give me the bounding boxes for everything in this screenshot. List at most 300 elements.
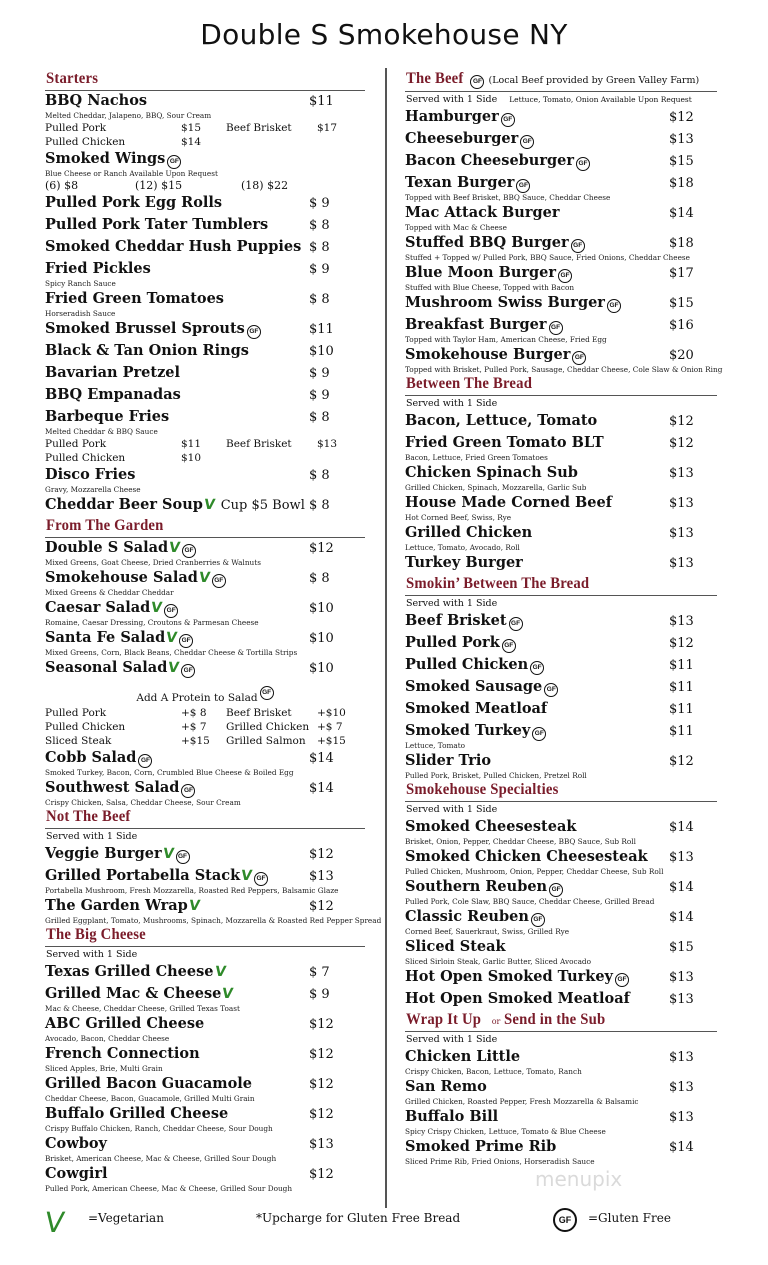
served-label: Served with 1 Side xyxy=(406,1034,498,1045)
menu-item-price: $12 xyxy=(309,899,334,914)
section-title-connector: or xyxy=(491,1017,501,1026)
served-label: Served with 1 Side xyxy=(406,398,498,409)
menu-item-price: $18 xyxy=(669,236,694,251)
gluten-free-icon: GF xyxy=(558,269,572,283)
menu-item xyxy=(405,554,717,575)
option-cell xyxy=(226,135,317,149)
menu-item-description: Melted Cheddar & BBQ Sauce xyxy=(45,427,158,436)
menu-item-row xyxy=(405,434,717,455)
gluten-free-icon: GF xyxy=(501,113,515,127)
menu-item-row xyxy=(45,342,365,363)
menu-item-name: Smoked Cheesesteak xyxy=(405,818,577,835)
menu-item xyxy=(405,990,717,1011)
menu-item xyxy=(45,569,365,598)
menu-item-name: Barbeque Fries xyxy=(45,408,170,425)
gluten-free-icon: GF xyxy=(549,883,563,897)
menu-item-row xyxy=(405,1078,717,1099)
menu-item-row xyxy=(405,108,717,129)
menu-item-name: Pulled Pork Egg Rolls xyxy=(45,194,223,211)
menu-item-name: Smoked Sausage xyxy=(405,678,543,695)
watermark: menupix xyxy=(535,1167,623,1191)
option-cell: +$10 xyxy=(317,707,346,719)
menu-item-row xyxy=(405,346,717,367)
gluten-free-icon: GF xyxy=(470,75,484,89)
menu-item-price: $12 xyxy=(669,110,694,125)
menu-item-row xyxy=(45,1075,365,1096)
vegetarian-icon: V xyxy=(197,570,211,586)
menu-item-row xyxy=(405,264,717,285)
menu-item-description: Pulled Chicken, Mushroom, Onion, Pepper, Cheddar Cheese, Sub Roll xyxy=(405,867,664,876)
option-cell: Pulled Pork xyxy=(45,122,107,134)
menu-section xyxy=(45,517,365,808)
option-cell: +$15 xyxy=(317,735,346,747)
menu-item-name: Disco Fries xyxy=(45,466,136,483)
option-cell: Pulled Pork xyxy=(45,438,107,450)
menu-item-row xyxy=(45,845,365,866)
protein-option-row xyxy=(45,706,365,720)
menu-item-description: Blue Cheese or Ranch Available Upon Request xyxy=(45,169,218,178)
menu-item xyxy=(45,629,365,658)
add-protein-label: Add A Protein to Salad xyxy=(136,692,258,704)
menu-item-row xyxy=(45,963,365,984)
option-cell: $11 xyxy=(181,438,202,450)
menu-item xyxy=(45,897,382,926)
menu-item-name: Slider Trio xyxy=(405,752,492,769)
menu-item-price: $12 xyxy=(669,636,694,651)
menu-item xyxy=(45,408,365,465)
menu-item xyxy=(45,290,365,319)
menu-item-price: $12 xyxy=(309,847,334,862)
menu-item xyxy=(405,656,717,677)
menu-item-name: Hot Open Smoked Meatloaf xyxy=(405,990,630,1007)
menu-item xyxy=(405,848,717,877)
menu-item xyxy=(405,612,717,633)
served-label: Served with 1 Side xyxy=(406,94,498,105)
menu-item xyxy=(405,938,717,967)
menu-item-description: Bacon, Lettuce, Fried Green Tomatoes xyxy=(405,453,548,462)
option-cell: Beef Brisket xyxy=(226,438,292,450)
menu-item-price: $15 xyxy=(669,154,694,169)
menu-item xyxy=(45,1105,365,1134)
menu-item-name: Fried Green Tomatoes xyxy=(45,290,224,307)
gluten-free-icon: GF xyxy=(520,135,534,149)
menu-item-price: $ 9 xyxy=(309,262,330,277)
menu-item-description: Pulled Pork, Brisket, Pulled Chicken, Pretzel Roll xyxy=(405,771,587,780)
menu-item-description: Lettuce, Tomato, Avocado, Roll xyxy=(405,543,520,552)
wing-size-prices xyxy=(45,179,365,193)
menu-item xyxy=(45,386,365,407)
menu-item-row xyxy=(405,722,717,743)
menu-item-description: Gravy, Mozzarella Cheese xyxy=(45,485,141,494)
menu-item xyxy=(405,130,717,151)
menu-item-row xyxy=(405,634,717,655)
menu-item-name: French Connection xyxy=(45,1045,200,1062)
menu-item-price: $ 8 xyxy=(309,292,330,307)
menu-item-row xyxy=(45,897,365,918)
section-title: The Big Cheese xyxy=(46,926,146,943)
menu-item-name: Beef Brisket xyxy=(405,612,507,629)
right-column xyxy=(405,70,723,1167)
section-header xyxy=(405,781,717,802)
served-with-side xyxy=(405,1033,717,1047)
menu-item xyxy=(45,260,365,289)
section-title: Wrap It Up xyxy=(406,1011,482,1028)
menu-item xyxy=(45,867,365,896)
section-title: Starters xyxy=(46,70,99,87)
menu-item-name: Bavarian Pretzel xyxy=(45,364,181,381)
menu-item-price: $20 xyxy=(669,348,694,363)
gluten-free-icon: GF xyxy=(509,617,523,631)
menu-item-row xyxy=(405,848,717,869)
menu-item-price: $12 xyxy=(669,754,694,769)
gluten-free-legend: =Gluten Free xyxy=(588,1211,671,1225)
menu-item-name: Bacon, Lettuce, Tomato xyxy=(405,412,598,429)
vegetarian-legend: =Vegetarian xyxy=(88,1211,164,1225)
section-header xyxy=(405,1011,717,1032)
menu-item-description: Romaine, Caesar Dressing, Croutons & Parmesan Cheese xyxy=(45,618,259,627)
section-header xyxy=(405,375,717,396)
option-cell: Sliced Steak xyxy=(45,735,112,747)
section-note: (Local Beef provided by Green Valley Farm) xyxy=(488,75,700,86)
section-title: Smokin’ Between The Bread xyxy=(406,575,590,592)
option-cell: Grilled Salmon xyxy=(226,735,306,747)
menu-item-row xyxy=(405,968,717,989)
menu-item-name: Grilled Portabella Stack xyxy=(45,867,241,884)
gluten-free-icon: GF xyxy=(549,321,563,335)
gluten-free-icon: GF xyxy=(531,913,545,927)
section-title: Not The Beef xyxy=(46,808,131,825)
menu-item-name: Sliced Steak xyxy=(405,938,506,955)
menu-item-price: $15 xyxy=(669,940,694,955)
menu-item-row xyxy=(45,290,365,311)
menu-item-row xyxy=(45,1165,365,1186)
menu-item-description: Mac & Cheese, Cheddar Cheese, Grilled Texas Toast xyxy=(45,1004,240,1013)
served-label: Served with 1 Side xyxy=(46,949,138,960)
menu-item-price: $13 xyxy=(309,869,334,884)
menu-item xyxy=(405,464,717,493)
menu-item-description: Portabella Mushroom, Fresh Mozzarella, Roasted Red Peppers, Balsamic Glaze xyxy=(45,886,339,895)
menu-item-description: Corned Beef, Sauerkraut, Swiss, Grilled Rye xyxy=(405,927,570,936)
menu-item-description: Crispy Chicken, Salsa, Cheddar Cheese, Sour Cream xyxy=(45,798,241,807)
menu-item-description: Topped with Taylor Ham, American Cheese, Fried Egg xyxy=(405,335,607,344)
served-with-side xyxy=(45,948,365,962)
menu-item-description: Cheddar Cheese, Bacon, Guacamole, Grilled Multi Grain xyxy=(45,1094,255,1103)
menu-item-row xyxy=(405,294,717,315)
menu-item-row xyxy=(405,818,717,839)
gluten-free-icon: GF xyxy=(516,179,530,193)
menu-item-name: Pulled Chicken xyxy=(405,656,529,673)
menu-item xyxy=(45,749,365,778)
menu-item-row xyxy=(405,612,717,633)
menu-item-option-row xyxy=(45,121,365,135)
gluten-free-icon: GF xyxy=(530,661,544,675)
menu-item-name: House Made Corned Beef xyxy=(405,494,612,511)
menu-item-price: $ 9 xyxy=(309,196,330,211)
menu-item-option-row xyxy=(45,437,365,451)
menu-item xyxy=(405,494,717,523)
menu-item-description: Sliced Apples, Brie, Multi Grain xyxy=(45,1064,163,1073)
menu-item-description: Smoked Turkey, Bacon, Corn, Crumbled Blue Cheese & Boiled Egg xyxy=(45,768,294,777)
served-label: Served with 1 Side xyxy=(46,831,138,842)
menu-item xyxy=(405,234,717,263)
menu-item-price: $12 xyxy=(309,1107,334,1122)
menu-item-row xyxy=(405,234,717,255)
menu-item-price: $11 xyxy=(669,724,694,739)
menu-section xyxy=(405,375,717,575)
menu-item-price: $13 xyxy=(669,526,694,541)
option-cell: +$15 xyxy=(181,735,210,747)
menu-item-row xyxy=(45,216,365,237)
menu-item-price: $10 xyxy=(309,344,334,359)
menu-item-price: $13 xyxy=(669,1080,694,1095)
option-cell: Pulled Chicken xyxy=(45,452,126,464)
section-header xyxy=(45,517,365,538)
gluten-free-icon: GF xyxy=(182,544,196,558)
menu-item-price: $13 xyxy=(669,970,694,985)
menu-item-price: $16 xyxy=(669,318,694,333)
menu-item-row xyxy=(45,749,365,770)
section-title: The Beef xyxy=(406,70,464,87)
gluten-free-icon: GF xyxy=(247,325,261,339)
menu-item-description: Spicy Crispy Chicken, Lettuce, Tomato & Blue Cheese xyxy=(405,1127,606,1136)
menu-item-description: Crispy Chicken, Bacon, Lettuce, Tomato, Ranch xyxy=(405,1067,582,1076)
menu-item-row xyxy=(405,678,717,699)
menu-item-row xyxy=(405,174,717,195)
section-header xyxy=(405,575,717,596)
menu-item-description: Lettuce, Tomato xyxy=(405,741,466,750)
menu-item xyxy=(405,968,717,989)
menu-item-price: $11 xyxy=(309,322,334,337)
menu-item-name: Pulled Pork Tater Tumblers xyxy=(45,216,269,233)
menu-item-row xyxy=(45,92,365,113)
menu-item-price: $ 8 xyxy=(309,498,330,513)
menu-item-name: Black & Tan Onion Rings xyxy=(45,342,249,359)
vegetarian-icon: V xyxy=(213,964,227,980)
section-header xyxy=(45,808,365,829)
option-cell: Grilled Chicken xyxy=(226,721,310,733)
menu-item-name: Double S Salad xyxy=(45,539,169,556)
menu-item-row xyxy=(405,1048,717,1069)
menu-item-price: $ 8 xyxy=(309,468,330,483)
gluten-free-icon: GF xyxy=(553,1208,577,1232)
menu-item-name: Classic Reuben xyxy=(405,908,529,925)
menu-item-price: $18 xyxy=(669,176,694,191)
menu-item-price: $13 xyxy=(669,850,694,865)
section-header xyxy=(45,70,365,91)
menu-item-price: $14 xyxy=(669,820,694,835)
menu-item xyxy=(45,1045,365,1074)
menu-item-price: $10 xyxy=(309,631,334,646)
vegetarian-icon: V xyxy=(42,1206,67,1239)
menu-item-row xyxy=(405,656,717,677)
menu-item xyxy=(405,316,717,345)
menu-item-name: Pulled Pork xyxy=(405,634,500,651)
menu-item-description: Grilled Chicken, Roasted Pepper, Fresh Mozzarella & Balsamic xyxy=(405,1097,639,1106)
menu-item xyxy=(405,818,717,847)
menu-item-row xyxy=(405,524,717,545)
gluten-free-icon: GF xyxy=(576,157,590,171)
gluten-free-icon: GF xyxy=(544,683,558,697)
menu-item-name: Southwest Salad xyxy=(45,779,180,796)
served-with-side xyxy=(405,803,717,817)
option-cell: Beef Brisket xyxy=(226,122,292,134)
menu-item-price: $ 8 xyxy=(309,571,330,586)
menu-item xyxy=(405,294,717,315)
menu-item-size-note: Cup $5 Bowl xyxy=(220,498,305,513)
menu-item-name: Smoked Meatloaf xyxy=(405,700,548,717)
menu-item xyxy=(45,1075,365,1104)
menu-item xyxy=(405,722,717,751)
gluten-free-icon: GF xyxy=(615,973,629,987)
menu-item-price: $14 xyxy=(309,781,334,796)
option-cell: +$ 7 xyxy=(317,721,343,733)
menu-item-description: Melted Cheddar, Jalapeno, BBQ, Sour Cream xyxy=(45,111,212,120)
section-title: Smokehouse Specialties xyxy=(406,781,559,798)
menu-item xyxy=(405,204,717,233)
gluten-free-icon: GF xyxy=(532,727,546,741)
menu-item-price: $14 xyxy=(669,206,694,221)
menu-item-name: Santa Fe Salad xyxy=(45,629,166,646)
menu-item xyxy=(405,878,717,907)
served-with-side xyxy=(405,397,717,411)
served-with-side xyxy=(45,830,365,844)
menu-item-name: Smoked Cheddar Hush Puppies xyxy=(45,238,302,255)
menu-item-price: $13 xyxy=(669,556,694,571)
menu-item-description: Mixed Greens, Goat Cheese, Dried Cranberries & Walnuts xyxy=(45,558,261,567)
menu-item xyxy=(405,152,717,173)
menu-item-name: Smokehouse Burger xyxy=(405,346,571,363)
menu-item xyxy=(45,779,365,808)
menu-item-description: Horseradish Sauce xyxy=(45,309,116,318)
menu-item-description: Stuffed + Topped w/ Pulled Pork, BBQ Sauce, Fried Onions, Cheddar Cheese xyxy=(405,253,690,262)
menu-item-description: Spicy Ranch Sauce xyxy=(45,279,116,288)
menu-item-price: $ 9 xyxy=(309,366,330,381)
menu-item-row xyxy=(45,539,365,560)
menu-item-description: Stuffed with Blue Cheese, Topped with Bacon xyxy=(405,283,575,292)
menu-item xyxy=(405,346,723,375)
legend xyxy=(0,1208,768,1248)
menu-item-name: Cheddar Beer Soup xyxy=(45,496,203,513)
menu-item-description: Grilled Chicken, Spinach, Mozzarella, Garlic Sub xyxy=(405,483,587,492)
menu-item-description: Topped with Beef Brisket, BBQ Sauce, Cheddar Cheese xyxy=(405,193,611,202)
menu-item-row xyxy=(45,569,365,590)
menu-item-name: Texas Grilled Cheese xyxy=(45,963,214,980)
menu-item-price: $14 xyxy=(309,751,334,766)
option-cell xyxy=(226,451,317,465)
menu-item-name: Grilled Bacon Guacamole xyxy=(45,1075,252,1092)
menu-item xyxy=(405,264,717,293)
menu-item-row xyxy=(405,554,717,575)
vegetarian-icon: V xyxy=(168,540,182,556)
menu-item xyxy=(45,1135,365,1164)
protein-option-row xyxy=(45,734,365,748)
menu-item-description: Brisket, American Cheese, Mac & Cheese, Grilled Sour Dough xyxy=(45,1154,277,1163)
add-protein-block xyxy=(45,686,365,748)
menu-item-price: $ 9 xyxy=(309,388,330,403)
menu-item-row xyxy=(45,985,365,1006)
menu-item-price: $12 xyxy=(309,541,334,556)
menu-item-name: San Remo xyxy=(405,1078,487,1095)
menu-item-name: Grilled Mac & Cheese xyxy=(45,985,222,1002)
menu-section xyxy=(405,781,717,1011)
option-cell: $17 xyxy=(317,122,338,134)
option-cell: +$ 7 xyxy=(181,721,207,733)
menu-section xyxy=(405,1011,717,1167)
menu-item-price: $12 xyxy=(309,1167,334,1182)
menu-item-row xyxy=(405,990,717,1011)
gluten-free-icon: GF xyxy=(179,634,193,648)
menu-item-price: $ 8 xyxy=(309,240,330,255)
menu-item-name: Smokehouse Salad xyxy=(45,569,198,586)
menu-item xyxy=(405,678,717,699)
menu-item-name: Cowboy xyxy=(45,1135,107,1152)
menu-item-description: Sliced Sirloin Steak, Garlic Butter, Sliced Avocado xyxy=(405,957,591,966)
menu-item-price: $10 xyxy=(309,601,334,616)
protein-option-row xyxy=(45,720,365,734)
menu-item-row xyxy=(405,130,717,151)
section-title: Between The Bread xyxy=(406,375,533,392)
menu-item-name: BBQ Empanadas xyxy=(45,386,181,403)
menu-item-price: $12 xyxy=(309,1017,334,1032)
menu-section xyxy=(45,808,382,926)
menu-item-name: Cowgirl xyxy=(45,1165,108,1182)
section-title: Send in the Sub xyxy=(504,1011,606,1028)
menu-item-price: $14 xyxy=(669,880,694,895)
menu-item-name: Smoked Turkey xyxy=(405,722,531,739)
menu-item-row xyxy=(45,194,365,215)
served-note: Lettuce, Tomato, Onion Available Upon Request xyxy=(509,95,692,104)
menu-item-row xyxy=(45,238,365,259)
menu-item xyxy=(45,216,365,237)
menu-item-description: Mixed Greens & Cheddar Cheddar xyxy=(45,588,174,597)
menu-item-name: Chicken Little xyxy=(405,1048,521,1065)
menu-item-row xyxy=(45,260,365,281)
menu-item-name: Fried Green Tomato BLT xyxy=(405,434,604,451)
section-header xyxy=(45,926,365,947)
menu-item-description: Pulled Pork, Cole Slaw, BBQ Sauce, Cheddar Cheese, Grilled Bread xyxy=(405,897,655,906)
gluten-free-icon: GF xyxy=(167,155,181,169)
menu-item-price: $ 8 xyxy=(309,218,330,233)
gluten-free-icon: GF xyxy=(181,664,195,678)
menu-item xyxy=(405,1108,717,1137)
menu-item-price: $11 xyxy=(669,658,694,673)
menu-item xyxy=(45,496,365,517)
menu-item-name: BBQ Nachos xyxy=(45,92,148,109)
menu-item-description: Brisket, Onion, Pepper, Cheddar Cheese, BBQ Sauce, Sub Roll xyxy=(405,837,636,846)
menu-item xyxy=(45,92,365,149)
menu-item xyxy=(405,108,717,129)
menu-item-price: $12 xyxy=(309,1077,334,1092)
menu-item-price: $ 8 xyxy=(309,410,330,425)
menu-item xyxy=(405,174,717,203)
menu-item-row xyxy=(45,599,365,620)
menu-item-row xyxy=(45,779,365,800)
menu-item-description: Topped with Mac & Cheese xyxy=(405,223,507,232)
menu-item-price: $13 xyxy=(669,1110,694,1125)
menu-item-row xyxy=(405,464,717,485)
menu-item-description: Topped with Brisket, Pulled Pork, Sausage, Cheddar Cheese, Cole Slaw & Onion Ring xyxy=(405,365,723,374)
gluten-free-icon: GF xyxy=(138,754,152,768)
menu-item-name: Buffalo Grilled Cheese xyxy=(45,1105,229,1122)
upcharge-note: *Upcharge for Gluten Free Bread xyxy=(256,1211,461,1225)
menu-section xyxy=(45,70,365,517)
menu-item-price: $13 xyxy=(309,1137,334,1152)
served-with-side xyxy=(405,597,717,611)
menu-item xyxy=(45,150,365,193)
served-with-side xyxy=(405,93,717,107)
option-cell: $14 xyxy=(181,136,202,148)
menu-item-row xyxy=(45,364,365,385)
